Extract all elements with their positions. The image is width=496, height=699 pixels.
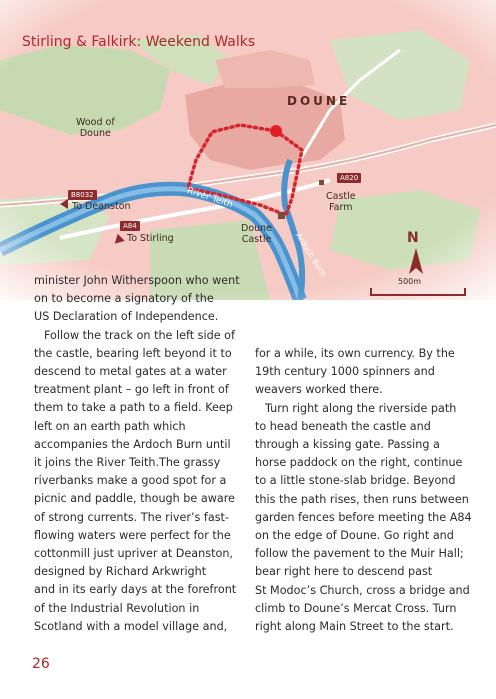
- label-river-teith: River Teith: [185, 185, 234, 211]
- label-wood-line1: Wood of: [76, 117, 115, 128]
- text-line: Scotland with a model village and,: [34, 619, 228, 633]
- text-line: on to become a signatory of the: [34, 292, 214, 306]
- text-line: to head beneath the castle and: [255, 419, 431, 433]
- text-line: designed by Richard Arkwright: [34, 565, 207, 579]
- arrow-left-icon: [60, 199, 68, 209]
- text-column-left: [34, 272, 254, 636]
- text-line: bear right here to descend past: [255, 565, 433, 579]
- text-line: follow the pavement to the Muir Hall;: [255, 547, 464, 561]
- text-line: for a while, its own currency. By the: [255, 347, 455, 360]
- text-line: horse paddock on the right, continue: [255, 456, 463, 470]
- text-line: minister John Witherspoon who went: [34, 274, 240, 287]
- label-wood-of-doune: [76, 117, 115, 139]
- text-line: it joins the River Teith.The grassy: [34, 456, 221, 470]
- north-arrow-icon: [405, 248, 427, 278]
- text-line: garden fences before meeting the A84: [255, 510, 472, 524]
- text-line: this the path rises, then runs between: [255, 492, 469, 506]
- text-line: the castle, bearing left beyond it to: [34, 346, 232, 360]
- text-line: on the edge of Doune. Go right and: [255, 529, 454, 543]
- text-line: weavers worked there.: [255, 383, 383, 397]
- label-castle-farm: [326, 191, 356, 213]
- label-castle-line2: Castle: [241, 234, 272, 245]
- page-number: 26: [32, 656, 50, 672]
- text-column-right: [255, 345, 485, 636]
- text-line: left on an earth path which: [34, 419, 186, 433]
- text-line: right along Main Street to the start.: [255, 620, 454, 634]
- text-line: descend to metal gates at a water: [34, 365, 227, 379]
- text-line: picnic and paddle, though be aware: [34, 492, 235, 506]
- north-letter: N: [407, 230, 419, 246]
- north-arrow: [405, 230, 427, 278]
- text-line: them to take a path to a field. Keep: [34, 401, 233, 415]
- text-line: of strong currents. The river’s fast-: [34, 510, 229, 524]
- text-line: Follow the track on the left side of: [44, 328, 235, 342]
- label-to-deanston: To Deanston: [72, 201, 131, 212]
- text-line: treatment plant – go left in front of: [34, 383, 229, 397]
- road-tag-b8032: B8032: [68, 190, 97, 200]
- label-castle-farm-line1: Castle: [326, 191, 356, 202]
- text-line: to a little stone-slab bridge. Beyond: [255, 474, 456, 488]
- text-line: Turn right along the riverside path: [265, 401, 457, 415]
- label-doune-castle: [241, 223, 272, 245]
- text-line: climb to Doune’s Mercat Cross. Turn: [255, 601, 457, 615]
- road-tag-a84: A84: [120, 221, 140, 231]
- scale-label: 500m: [398, 277, 422, 286]
- label-wood-line2: Doune: [79, 128, 111, 139]
- text-line: St Modoc’s Church, cross a bridge and: [255, 583, 470, 597]
- text-line: through a kissing gate. Passing a: [255, 438, 440, 452]
- label-castle-farm-line2: Farm: [329, 202, 353, 213]
- scale-bar: [370, 288, 466, 296]
- text-line: and in its early days at the forefront: [34, 583, 237, 597]
- text-line: 19th century 1000 spinners and: [255, 365, 435, 379]
- text-line: accompanies the Ardoch Burn until: [34, 437, 231, 451]
- text-line: riverbanks make a good spot for a: [34, 474, 227, 488]
- text-line: flowing waters were perfect for the: [34, 528, 231, 542]
- text-line: cottonmill just upriver at Deanston,: [34, 547, 233, 561]
- page-header-title: Stirling & Falkirk: Weekend Walks: [22, 34, 256, 50]
- route-map: [0, 0, 496, 300]
- label-doune: DOUNE: [287, 94, 351, 108]
- road-tag-a820: A820: [337, 173, 361, 183]
- label-ardoch-burn: Ardoch Burn: [293, 231, 328, 278]
- text-line: US Declaration of Independence.: [34, 310, 219, 324]
- label-to-stirling: To Stirling: [127, 233, 174, 244]
- text-line: of the Industrial Revolution in: [34, 601, 200, 615]
- label-castle-line1: Doune: [241, 223, 273, 234]
